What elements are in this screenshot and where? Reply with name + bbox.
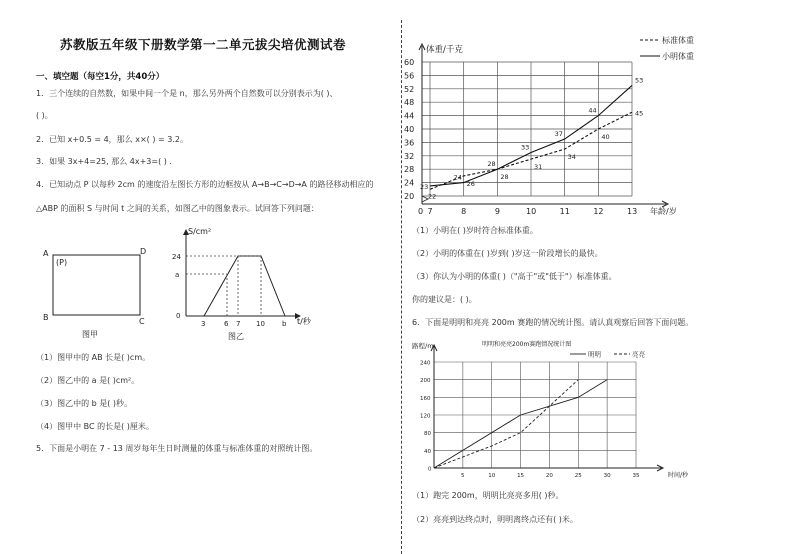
label-a: A: [43, 249, 49, 258]
question-5-2: （2）小明的体重在( )岁到( )岁这一阶段增长的最快。: [412, 249, 603, 258]
tick-24: 24: [172, 253, 181, 261]
x-tick-label: 25: [574, 473, 582, 479]
x-tick-label: 12: [593, 207, 604, 216]
area-curve: [204, 256, 285, 316]
data-label: 37: [554, 130, 563, 139]
question-4-line-1: 4．已知动点 P 以每秒 2cm 的速度沿左图长方形的边框按从 A→B→C→D→A 的路径移动相应的: [36, 180, 374, 189]
ylabel-yi: S/cm²: [188, 227, 212, 236]
caption-jia: 图甲: [82, 330, 98, 339]
y-tick-label: 40: [424, 448, 431, 455]
tick-origin: 0: [176, 312, 181, 320]
data-label: 40: [601, 133, 610, 141]
question-4-2: （2）图乙中的 a 是( )cm²。: [36, 376, 140, 385]
x-tick-label: 10: [526, 207, 537, 216]
question-4-3: （3）图乙中的 b 是( )秒。: [36, 399, 133, 408]
question-6: 6．下面是明明和亮亮 200m 赛跑的情况统计图。请认真观察后回答下面问题。: [412, 318, 694, 327]
data-label: 28: [487, 160, 496, 169]
tick-10: 10: [256, 320, 265, 328]
question-5-3: （3）你认为小明的体重( )（"高于"或"低于"）标准体重。: [412, 272, 617, 281]
data-label: 53: [635, 76, 644, 85]
label-p: (P): [56, 258, 68, 267]
data-label: 34: [567, 153, 576, 162]
y-tick-label: 44: [404, 111, 415, 121]
x-tick-label: 20: [545, 473, 553, 479]
question-6-1: （1）跑完 200m，明明比亮亮多用( )秒。: [412, 491, 564, 500]
tick-6: 6: [224, 320, 229, 328]
y-axis-label: 体重/千克: [426, 45, 463, 55]
section-heading: 一、填空题（每空1分，共40分）: [36, 72, 165, 82]
question-1-line-2: ( )。: [36, 111, 53, 120]
question-3: 3．如果 3x+4=25, 那么 4x+3=( ) .: [36, 157, 172, 166]
x-tick-label: 7: [427, 207, 433, 216]
y-tick-label: 56: [404, 71, 415, 81]
legend-label: 明明: [588, 350, 601, 359]
y-tick-label: 24: [404, 178, 415, 188]
y-tick-label: 20: [404, 192, 415, 201]
tick-b: b: [282, 320, 287, 328]
x-tick-label: 0: [418, 207, 424, 216]
question-6-2: （2）亮亮到达终点时，明明离终点还有( )米。: [412, 515, 578, 524]
legend-label: 标准体重: [662, 36, 694, 45]
x-tick-label: 11: [559, 207, 570, 216]
race-chart: [400, 334, 700, 484]
x-tick-label: 15: [517, 473, 525, 479]
x-tick-label: 5: [461, 473, 465, 479]
y-tick-label: 240: [420, 360, 431, 367]
x-tick-label: 30: [603, 473, 611, 479]
y-tick-label: 60: [404, 58, 415, 67]
figure-jia: [36, 240, 176, 340]
question-1-line-1: 1．三个连续的自然数，如果中间一个是 n，那么另外两个自然数可以分别表示为( )、: [36, 89, 338, 98]
label-b: B: [43, 313, 49, 322]
data-label: 31: [534, 163, 543, 172]
question-5-1: （1）小明在( )岁时符合标准体重。: [412, 226, 538, 235]
x-tick-label: 8: [461, 207, 467, 216]
question-5-4: 你的建议是：( )。: [412, 295, 477, 304]
y-tick-label: 160: [420, 395, 431, 402]
y-tick-label: 28: [404, 165, 415, 175]
data-label: 23: [420, 182, 429, 191]
tick-a: a: [175, 271, 180, 279]
x-axis-label: 年龄/岁: [650, 207, 677, 216]
y-tick-label: 36: [404, 138, 415, 148]
label-c: C: [139, 317, 145, 326]
data-label: 22: [428, 192, 437, 201]
question-4-1: （1）图甲中的 AB 长是( )cm。: [36, 353, 151, 362]
figure-yi: [170, 226, 320, 346]
legend-label: 亮亮: [632, 350, 645, 359]
x-tick-label: 9: [494, 207, 500, 216]
tick-7: 7: [236, 320, 241, 328]
data-label: 24: [453, 173, 462, 182]
y-tick-label: 32: [404, 151, 415, 161]
caption-yi: 图乙: [228, 332, 244, 341]
y-tick-label: 200: [420, 378, 431, 385]
y-tick-label: 48: [404, 98, 415, 108]
tick-3: 3: [201, 320, 206, 328]
x-axis-label: 时间/秒: [668, 472, 689, 479]
legend-label: 小明体重: [662, 52, 694, 61]
question-4-4: （4）图甲中 BC 的长是( )厘米。: [36, 422, 154, 431]
weight-chart: [400, 30, 710, 220]
y-tick-label: 80: [424, 431, 431, 438]
data-label: 28: [500, 173, 509, 182]
y-tick-label: 0: [428, 466, 432, 473]
data-label: 26: [466, 179, 475, 188]
xlabel-yi: t/秒: [297, 317, 311, 326]
y-tick-label: 52: [404, 84, 415, 94]
question-5: 5．下面是小明在 7 - 13 周岁每年生日时测量的体重与标准体重的对照统计图。: [36, 444, 318, 453]
page-title: 苏教版五年级下册数学第一二单元拔尖培优测试卷: [60, 37, 347, 52]
y-tick-label: 120: [420, 413, 431, 420]
x-tick-label: 35: [632, 473, 640, 479]
y-axis-label: 路程/m: [412, 342, 434, 350]
label-d: D: [140, 247, 147, 256]
data-label: 33: [521, 143, 530, 152]
x-tick-label: 10: [488, 473, 496, 479]
question-2: 2．已知 x+0.5 = 4，那么 x×( ) = 3.2。: [36, 135, 188, 144]
question-4-line-2: △ABP 的面积 S 与时间 t 之间的关系，如图乙中的图象表示。试回答下列问题：: [36, 204, 319, 213]
data-label: 44: [588, 106, 597, 115]
y-tick-label: 40: [404, 125, 415, 134]
data-label: 45: [635, 109, 644, 118]
chart-title: 明明和亮亮200m赛跑情况统计图: [482, 341, 572, 348]
x-tick-label: 13: [627, 207, 638, 216]
